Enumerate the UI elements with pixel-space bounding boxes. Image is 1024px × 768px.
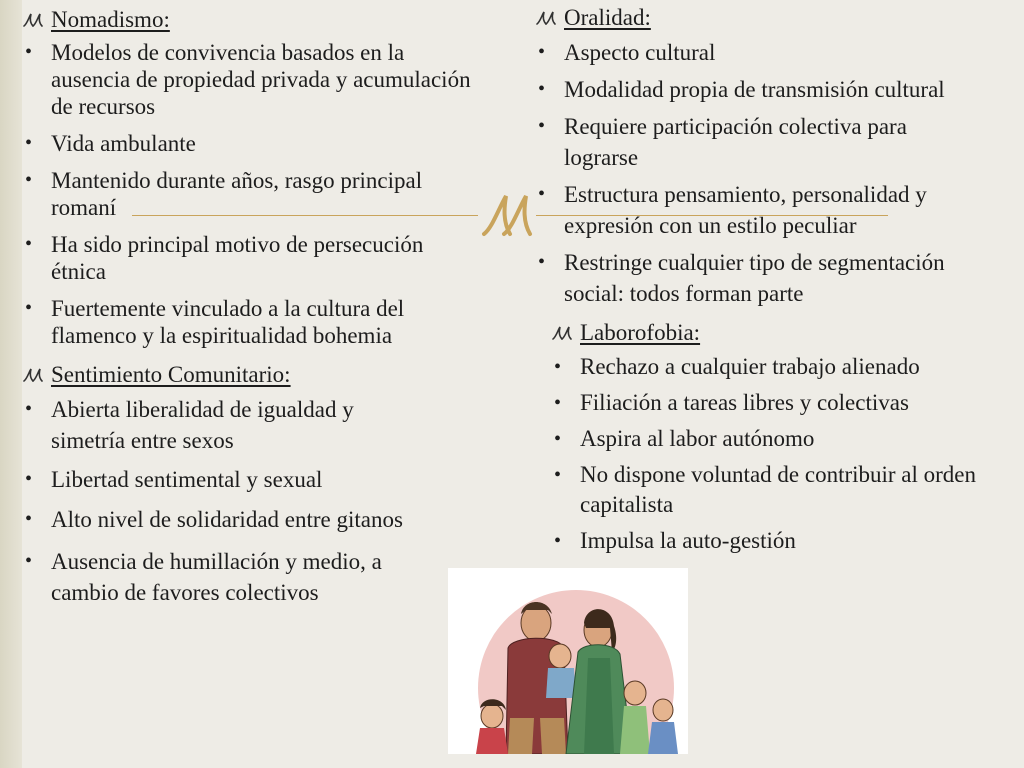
oralidad-section (535, 4, 975, 315)
sentimiento-section (22, 361, 422, 618)
list-item: • Restringe cualquier tipo de segmentación social: todos forman parte (535, 247, 975, 309)
list-item: • Modalidad propia de transmisión cultural (535, 74, 975, 105)
nomadismo-heading (22, 6, 472, 33)
list-item: • Alto nivel de solidaridad entre gitanos (22, 503, 422, 536)
double-curl-icon (22, 12, 44, 28)
nomadismo-section (22, 6, 472, 359)
sentimiento-heading (22, 361, 422, 388)
list-item: • Aspecto cultural (535, 37, 975, 68)
list-item: • Aspira al labor autónomo (551, 424, 1023, 454)
laborofobia-heading (551, 319, 1023, 346)
oralidad-heading-text: Oralidad: (564, 5, 651, 30)
list-item: • Estructura pensamiento, personalidad y expresión con un estilo peculiar (535, 179, 975, 241)
list-item: • Mantenido durante años, rasgo principal romaní (22, 167, 472, 221)
scroll-ornament-icon (478, 190, 534, 238)
list-item: • Rechazo a cualquier trabajo alienado (551, 352, 1023, 382)
family-illustration (448, 568, 688, 754)
oralidad-heading (535, 4, 975, 31)
laborofobia-section (551, 319, 1023, 562)
list-item: • Impulsa la auto-gestión (551, 526, 1023, 556)
list-item: • Vida ambulante (22, 130, 472, 157)
list-item: • Fuertemente vinculado a la cultura del flamenco y la espiritualidad bohemia (22, 295, 472, 349)
list-item: • Requiere participación colectiva para lograrse (535, 111, 975, 173)
double-curl-icon (22, 367, 44, 383)
laborofobia-heading-text: Laborofobia: (580, 320, 701, 345)
double-curl-icon (535, 10, 557, 26)
list-item: • Modelos de convivencia basados en la ausencia de propiedad privada y acumulación de recursos (22, 39, 472, 120)
nomadismo-heading-text: Nomadismo: (51, 7, 170, 32)
list-item: • No dispone voluntad de contribuir al orden capitalista (551, 460, 1023, 520)
list-item: • Libertad sentimental y sexual (22, 466, 422, 493)
left-decorative-band (0, 0, 22, 768)
list-item: • Ausencia de humillación y medio, a cambio de favores colectivos (22, 546, 422, 608)
double-curl-icon (551, 325, 573, 341)
sentimiento-heading-text: Sentimiento Comunitario: (51, 362, 291, 387)
list-item: • Filiación a tareas libres y colectivas (551, 388, 1023, 418)
list-item: • Abierta liberalidad de igualdad y simetría entre sexos (22, 394, 422, 456)
list-item: • Ha sido principal motivo de persecución étnica (22, 231, 472, 285)
